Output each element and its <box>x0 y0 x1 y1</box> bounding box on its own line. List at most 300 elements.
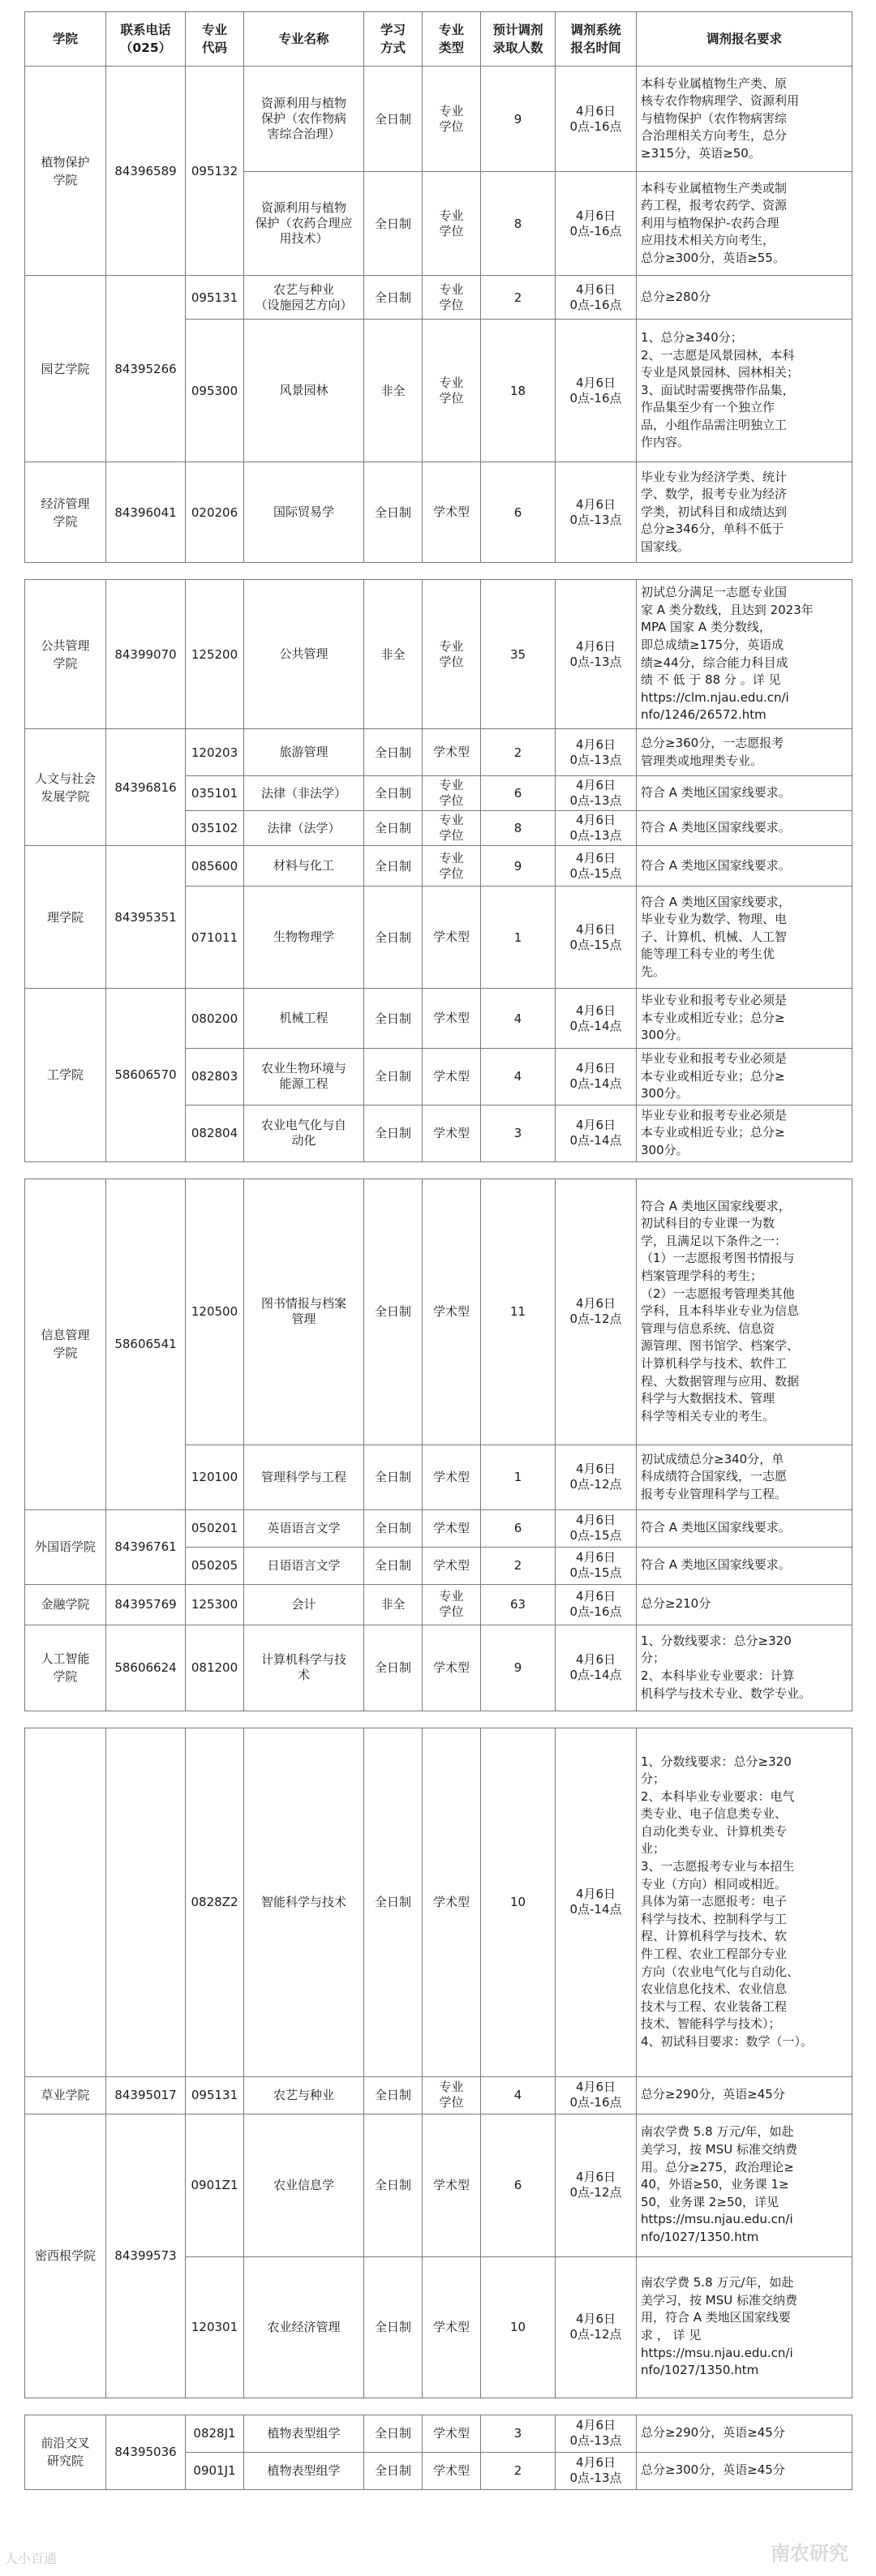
type-cell-text: 专业 学位 <box>439 813 464 843</box>
type-cell <box>423 1445 481 1509</box>
college-cell <box>25 846 106 989</box>
count-cell <box>481 172 556 276</box>
count-cell <box>481 2256 556 2398</box>
time-cell-text: 4月6日 0点-12点 <box>569 1462 622 1492</box>
requirement-cell <box>637 846 852 887</box>
phone-cell-text: 84396761 <box>114 1539 177 1555</box>
phone-cell <box>106 67 186 276</box>
mode-cell-text: 全日制 <box>374 930 411 945</box>
type-cell-text: 学术型 <box>432 1557 470 1573</box>
major-cell-text: 日语语言文学 <box>267 1557 341 1573</box>
mode-cell <box>364 1625 423 1711</box>
phone-cell-text: 84395266 <box>114 361 177 376</box>
count-cell <box>481 320 556 462</box>
count-cell-text: 6 <box>513 2178 522 2193</box>
time-cell-text: 4月6日 0点-13点 <box>569 496 622 527</box>
requirement-cell-text: 毕业专业和报考专业必须是 本专业或相近专业；总分≥ 300分。 <box>641 1051 788 1101</box>
major-cell-text: 农艺与种业 <box>273 2087 334 2102</box>
mode-cell-text: 全日制 <box>374 2178 411 2193</box>
major-cell <box>244 462 364 563</box>
time-cell <box>556 172 637 276</box>
mode-cell <box>364 172 423 276</box>
time-cell-text: 4月6日 0点-13点 <box>569 2455 622 2486</box>
major-cell-text: 管理科学与工程 <box>260 1469 346 1484</box>
count-cell-text: 9 <box>513 1660 522 1676</box>
code-cell <box>186 1625 244 1711</box>
header-college: 学院 <box>25 12 106 67</box>
count-cell-text: 11 <box>509 1304 526 1320</box>
major-cell <box>244 2256 364 2398</box>
time-cell-text: 4月6日 0点-13点 <box>569 778 622 808</box>
mode-cell <box>364 1179 423 1445</box>
major-cell-text: 机械工程 <box>279 1011 328 1025</box>
header-row <box>25 12 852 67</box>
mode-cell-text: 全日制 <box>374 216 411 231</box>
type-cell-text: 学术型 <box>432 504 470 519</box>
mode-cell-text: 全日制 <box>374 745 411 760</box>
code-cell-text: 125200 <box>191 646 238 662</box>
code-cell <box>186 462 244 563</box>
mode-cell-text: 全日制 <box>374 858 411 874</box>
major-cell <box>244 2114 364 2256</box>
requirement-cell <box>637 2256 852 2398</box>
time-cell <box>556 2452 637 2489</box>
mode-cell <box>364 846 423 887</box>
time-cell <box>556 811 637 846</box>
requirement-cell <box>637 989 852 1049</box>
mode-cell-text: 全日制 <box>374 1011 411 1026</box>
requirement-cell-text: 符合 A 类地区国家线要求。 <box>641 820 791 835</box>
count-cell-text: 6 <box>513 1521 522 1536</box>
time-cell-text: 4月6日 0点-14点 <box>569 1061 622 1092</box>
code-cell-text: 120500 <box>191 1304 238 1320</box>
count-cell-text: 6 <box>513 504 522 520</box>
count-cell-text: 2 <box>513 2463 522 2479</box>
code-cell-text: 082803 <box>191 1069 238 1084</box>
table-row <box>25 462 852 563</box>
major-cell <box>244 811 364 846</box>
code-cell <box>186 1105 244 1161</box>
college-cell-text: 园艺学院 <box>41 361 90 376</box>
table-row <box>25 989 852 1049</box>
time-cell <box>556 320 637 462</box>
type-cell <box>423 1509 481 1547</box>
college-cell <box>25 580 106 729</box>
mode-cell-text: 全日制 <box>374 2426 411 2441</box>
type-cell <box>423 1105 481 1161</box>
requirement-cell <box>637 729 852 776</box>
time-cell-text: 4月6日 0点-16点 <box>569 375 622 406</box>
major-cell-text: 国际贸易学 <box>273 504 334 519</box>
major-cell <box>244 989 364 1049</box>
type-cell-text: 学术型 <box>432 1125 470 1140</box>
time-cell <box>556 729 637 776</box>
phone-cell-text: 84395351 <box>114 909 177 925</box>
college-cell-text: 前沿交叉 研究院 <box>41 2436 90 2469</box>
code-cell <box>186 1445 244 1509</box>
major-cell <box>244 1584 364 1625</box>
college-cell <box>25 2076 106 2114</box>
table-row <box>25 2415 852 2452</box>
requirement-cell <box>637 1547 852 1584</box>
requirement-cell-text: 本科专业属植物生产类、原 核专农作物病理学、资源利用 与植物保护（农作物病害综 合治理相关方向考生，总分 ≥315分，英语≥50。 <box>641 75 800 161</box>
code-cell <box>186 811 244 846</box>
major-cell <box>244 776 364 811</box>
code-cell-text: 0901J1 <box>193 2463 236 2479</box>
count-cell <box>481 2114 556 2256</box>
mode-cell <box>364 729 423 776</box>
type-cell-text: 学术型 <box>432 1894 470 1909</box>
code-cell <box>186 320 244 462</box>
header-count: 预计调剂 录取人数 <box>481 12 556 67</box>
requirement-cell <box>637 2452 852 2489</box>
mode-cell <box>364 776 423 811</box>
code-cell-text: 095131 <box>191 2088 238 2103</box>
mode-cell-text: 全日制 <box>374 1895 411 1910</box>
mode-cell <box>364 1547 423 1584</box>
code-cell-text: 080200 <box>191 1011 238 1026</box>
major-cell-text: 资源利用与植物 保护（农作物病 害综合治理） <box>260 96 346 141</box>
mode-cell <box>364 989 423 1049</box>
phone-cell <box>106 1625 186 1711</box>
time-cell-text: 4月6日 0点-13点 <box>569 2418 622 2449</box>
requirement-cell <box>637 1179 852 1445</box>
phone-cell-text: 84396041 <box>114 504 177 520</box>
type-cell-text: 专业 学位 <box>439 103 464 134</box>
mode-cell-text: 非全 <box>380 1597 406 1612</box>
major-cell <box>244 1547 364 1584</box>
major-cell <box>244 1509 364 1547</box>
type-cell-text: 专业 学位 <box>439 208 464 238</box>
type-cell <box>423 1547 481 1584</box>
mode-cell-text: 全日制 <box>374 786 411 801</box>
code-cell-text: 0901Z1 <box>191 2178 238 2193</box>
code-cell <box>186 1049 244 1106</box>
phone-cell <box>106 1584 186 1625</box>
college-cell <box>25 1728 106 2076</box>
phone-cell-text: 84396589 <box>114 163 177 178</box>
type-cell-text: 学术型 <box>432 2462 470 2478</box>
major-cell-text: 农业信息学 <box>273 2177 334 2192</box>
table-row <box>25 1584 852 1625</box>
requirement-cell <box>637 2114 852 2256</box>
requirement-cell-text: 南农学费 5.8 万元/年，如赴 美学习，按 MSU 标准交纳费 用，符合 A 类地区国家线要 求 ， 详 见 https://msu.njau.edu.cn/i nfo/1027/1350.htm <box>641 2275 797 2378</box>
code-cell-text: 050205 <box>191 1558 238 1574</box>
college-cell <box>25 1509 106 1584</box>
code-cell-text: 081200 <box>191 1660 238 1676</box>
time-cell <box>556 846 637 887</box>
type-cell-text: 学术型 <box>432 1469 470 1484</box>
time-cell-text: 4月6日 0点-14点 <box>569 1118 622 1148</box>
count-cell <box>481 989 556 1049</box>
header-major: 专业名称 <box>244 12 364 67</box>
count-cell-text: 3 <box>513 2426 522 2441</box>
phone-cell <box>106 1179 186 1509</box>
code-cell-text: 020206 <box>191 504 238 520</box>
requirement-cell-text: 本科专业属植物生产类或制 药工程，报考农药学、资源 利用与植物保护-农药合理 应用技术相关方向考生， 总分≥300分，英语≥55。 <box>641 180 788 265</box>
code-cell <box>186 1179 244 1445</box>
table-row <box>25 2114 852 2256</box>
type-cell <box>423 172 481 276</box>
college-cell-text: 密西根学院 <box>34 2248 96 2264</box>
college-cell-text: 草业学院 <box>41 2088 90 2103</box>
count-cell-text: 2 <box>513 745 522 760</box>
requirement-cell-text: 总分≥300分，英语≥45分 <box>641 2462 785 2478</box>
table-row <box>25 1179 852 1445</box>
code-cell-text: 0828J1 <box>193 2426 236 2441</box>
major-cell <box>244 846 364 887</box>
major-cell <box>244 1179 364 1445</box>
mode-cell <box>364 1584 423 1625</box>
count-cell <box>481 729 556 776</box>
mode-cell-text: 全日制 <box>374 290 411 305</box>
table-row <box>25 2076 852 2114</box>
phone-cell <box>106 729 186 846</box>
major-cell <box>244 580 364 729</box>
type-cell-text: 学术型 <box>432 930 470 944</box>
count-cell-text: 9 <box>513 111 522 127</box>
count-cell-text: 3 <box>513 1126 522 1141</box>
type-cell <box>423 2415 481 2452</box>
type-cell-text: 专业 学位 <box>439 1589 464 1620</box>
count-cell-text: 10 <box>509 2320 526 2335</box>
type-cell <box>423 276 481 320</box>
mode-cell <box>364 462 423 563</box>
type-cell <box>423 462 481 563</box>
time-cell-text: 4月6日 0点-16点 <box>569 281 622 312</box>
code-cell-text: 120301 <box>191 2320 238 2335</box>
type-cell-text: 学术型 <box>432 2319 470 2334</box>
time-cell-text: 4月6日 0点-12点 <box>569 1296 622 1327</box>
college-cell-text: 信息管理 学院 <box>41 1328 90 1361</box>
count-cell <box>481 887 556 989</box>
phone-cell <box>106 580 186 729</box>
mode-cell-text: 全日制 <box>374 504 411 520</box>
count-cell <box>481 276 556 320</box>
time-cell-text: 4月6日 0点-16点 <box>569 2080 622 2110</box>
code-cell <box>186 2452 244 2489</box>
major-cell <box>244 1625 364 1711</box>
count-cell-text: 1 <box>513 1470 522 1485</box>
count-cell <box>481 776 556 811</box>
code-cell <box>186 887 244 989</box>
mode-cell-text: 全日制 <box>374 1470 411 1485</box>
major-cell-text: 植物表型组学 <box>267 2462 341 2478</box>
header-mode: 学习 方式 <box>364 12 423 67</box>
mode-cell <box>364 580 423 729</box>
mode-cell <box>364 320 423 462</box>
code-cell-text: 125300 <box>191 1597 238 1612</box>
college-cell <box>25 729 106 846</box>
mode-cell <box>364 2114 423 2256</box>
code-cell <box>186 580 244 729</box>
time-cell-text: 4月6日 0点-12点 <box>569 2170 622 2200</box>
type-cell <box>423 2114 481 2256</box>
time-cell <box>556 989 637 1049</box>
major-cell <box>244 172 364 276</box>
type-cell <box>423 846 481 887</box>
time-cell <box>556 2076 637 2114</box>
mode-cell <box>364 1728 423 2076</box>
phone-cell <box>106 1509 186 1584</box>
requirement-cell-text: 初试总分满足一志愿专业国 家 A 类分数线，且达到 2023年 MPA 国家 A 类分数线， 即总成绩≥175分，英语成 绩≥44分，综合能力科目成 绩 不 低 于 88 分 。详 见 https://clm.njau.edu.cn/i nfo/1246/26572.htm <box>641 585 814 723</box>
code-cell <box>186 67 244 276</box>
group-spacer <box>25 1161 852 1179</box>
requirement-cell <box>637 1105 852 1161</box>
major-cell <box>244 1105 364 1161</box>
table-row <box>25 846 852 887</box>
college-cell-text: 公共管理 学院 <box>41 638 90 671</box>
type-cell-text: 学术型 <box>432 2177 470 2192</box>
count-cell <box>481 1049 556 1106</box>
college-cell <box>25 1584 106 1625</box>
mode-cell-text: 全日制 <box>374 1521 411 1536</box>
mode-cell-text: 全日制 <box>374 2463 411 2479</box>
type-cell-text: 专业 学位 <box>439 281 464 312</box>
count-cell-text: 2 <box>513 1558 522 1574</box>
phone-cell <box>106 989 186 1162</box>
time-cell <box>556 1105 637 1161</box>
mode-cell-text: 全日制 <box>374 821 411 835</box>
time-cell-text: 4月6日 0点-12点 <box>569 2312 622 2342</box>
code-cell-text: 095132 <box>191 163 238 178</box>
mode-cell-text: 全日制 <box>374 111 411 127</box>
count-cell-text: 6 <box>513 786 522 801</box>
mode-cell-text: 全日制 <box>374 2088 411 2103</box>
college-cell <box>25 462 106 563</box>
mode-cell-text: 全日制 <box>374 1126 411 1141</box>
type-cell-text: 学术型 <box>432 2425 470 2441</box>
requirement-cell <box>637 1625 852 1711</box>
requirement-cell-text: 1、分数线要求：总分≥320 分； 2、本科毕业专业要求：电气 类专业、电子信息类专业、 自动化类专业、计算机类专 业； 3、一志愿报考专业与本招生 专业（方向）相同或相近。 具体为第一志愿报考：电子 科学与技术、控制科学与工 程、计算机科学与技术、软 件工程、农业工程部分专业 方向（农业电气化与自动化、 农业信息化技术、农业信息 技术与工程、农业装备工程 技术、智能科学与技术）； 4、初试科目要求：数学（一）。 <box>641 1754 814 2050</box>
college-cell <box>25 2114 106 2398</box>
code-cell <box>186 1728 244 2076</box>
table-row <box>25 729 852 776</box>
count-cell-text: 2 <box>513 290 522 305</box>
requirement-cell <box>637 2415 852 2452</box>
group-spacer <box>25 2398 852 2415</box>
major-cell-text: 智能科学与技术 <box>260 1894 346 1909</box>
time-cell-text: 4月6日 0点-15点 <box>569 1550 622 1581</box>
time-cell <box>556 2256 637 2398</box>
code-cell <box>186 2256 244 2398</box>
table-row <box>25 1509 852 1547</box>
requirement-cell <box>637 1728 852 2076</box>
time-cell <box>556 1625 637 1711</box>
major-cell-text: 会计 <box>291 1596 316 1612</box>
code-cell-text: 095300 <box>191 383 238 398</box>
requirement-cell-text: 符合 A 类地区国家线要求。 <box>641 1557 791 1573</box>
type-cell <box>423 1049 481 1106</box>
mode-cell <box>364 276 423 320</box>
count-cell <box>481 1625 556 1711</box>
header-code: 专业 代码 <box>186 12 244 67</box>
count-cell-text: 9 <box>513 858 522 874</box>
college-cell <box>25 1625 106 1711</box>
major-cell <box>244 1049 364 1106</box>
count-cell <box>481 580 556 729</box>
code-cell-text: 035101 <box>191 786 238 801</box>
time-cell-text: 4月6日 0点-13点 <box>569 638 622 669</box>
major-cell <box>244 729 364 776</box>
type-cell-text: 专业 学位 <box>439 2080 464 2110</box>
type-cell-text: 学术型 <box>432 1068 470 1084</box>
mode-cell <box>364 2076 423 2114</box>
adjustment-table <box>24 11 852 2490</box>
count-cell <box>481 1445 556 1509</box>
type-cell-text: 专业 学位 <box>439 778 464 808</box>
requirement-cell <box>637 67 852 172</box>
count-cell <box>481 2415 556 2452</box>
count-cell <box>481 2076 556 2114</box>
requirement-cell <box>637 1584 852 1625</box>
major-cell <box>244 276 364 320</box>
code-cell <box>186 1509 244 1547</box>
group-spacer <box>25 563 852 580</box>
mode-cell <box>364 1105 423 1161</box>
requirement-cell-text: 符合 A 类地区国家线要求。 <box>641 785 791 801</box>
table-body <box>25 67 852 2490</box>
phone-cell-text: 84395769 <box>114 1597 177 1612</box>
time-cell-text: 4月6日 0点-14点 <box>569 1002 622 1033</box>
type-cell <box>423 2452 481 2489</box>
type-cell <box>423 67 481 172</box>
mode-cell <box>364 67 423 172</box>
type-cell <box>423 2076 481 2114</box>
requirement-cell <box>637 887 852 989</box>
college-cell <box>25 1179 106 1509</box>
code-cell <box>186 276 244 320</box>
count-cell-text: 4 <box>513 2088 522 2103</box>
time-cell <box>556 1179 637 1445</box>
count-cell <box>481 462 556 563</box>
time-cell-text: 4月6日 0点-14点 <box>569 1887 622 1917</box>
college-cell <box>25 276 106 462</box>
count-cell-text: 4 <box>513 1069 522 1084</box>
phone-cell-text: 58606624 <box>114 1660 177 1676</box>
time-cell <box>556 1584 637 1625</box>
major-cell-text: 农业电气化与自 动化 <box>260 1118 346 1148</box>
type-cell <box>423 580 481 729</box>
code-cell <box>186 2114 244 2256</box>
phone-cell <box>106 2415 186 2489</box>
college-cell-text: 工学院 <box>46 1067 84 1083</box>
time-cell-text: 4月6日 0点-15点 <box>569 1513 622 1543</box>
mode-cell <box>364 887 423 989</box>
time-cell-text: 4月6日 0点-13点 <box>569 813 622 843</box>
requirement-cell <box>637 276 852 320</box>
time-cell <box>556 887 637 989</box>
code-cell <box>186 2415 244 2452</box>
major-cell-text: 生物物理学 <box>273 930 334 944</box>
time-cell-text: 4月6日 0点-15点 <box>569 850 622 881</box>
requirement-cell <box>637 320 852 462</box>
mode-cell-text: 非全 <box>380 646 406 662</box>
code-cell-text: 120100 <box>191 1470 238 1485</box>
header-phone: 联系电话 （025） <box>106 12 186 67</box>
code-cell <box>186 776 244 811</box>
count-cell <box>481 67 556 172</box>
table-row <box>25 1728 852 2076</box>
type-cell <box>423 776 481 811</box>
type-cell-text: 学术型 <box>432 1303 470 1319</box>
time-cell <box>556 580 637 729</box>
requirement-cell <box>637 462 852 563</box>
mode-cell-text: 全日制 <box>374 2320 411 2335</box>
code-cell-text: 120203 <box>191 745 238 760</box>
time-cell <box>556 1728 637 2076</box>
count-cell-text: 18 <box>509 383 526 398</box>
